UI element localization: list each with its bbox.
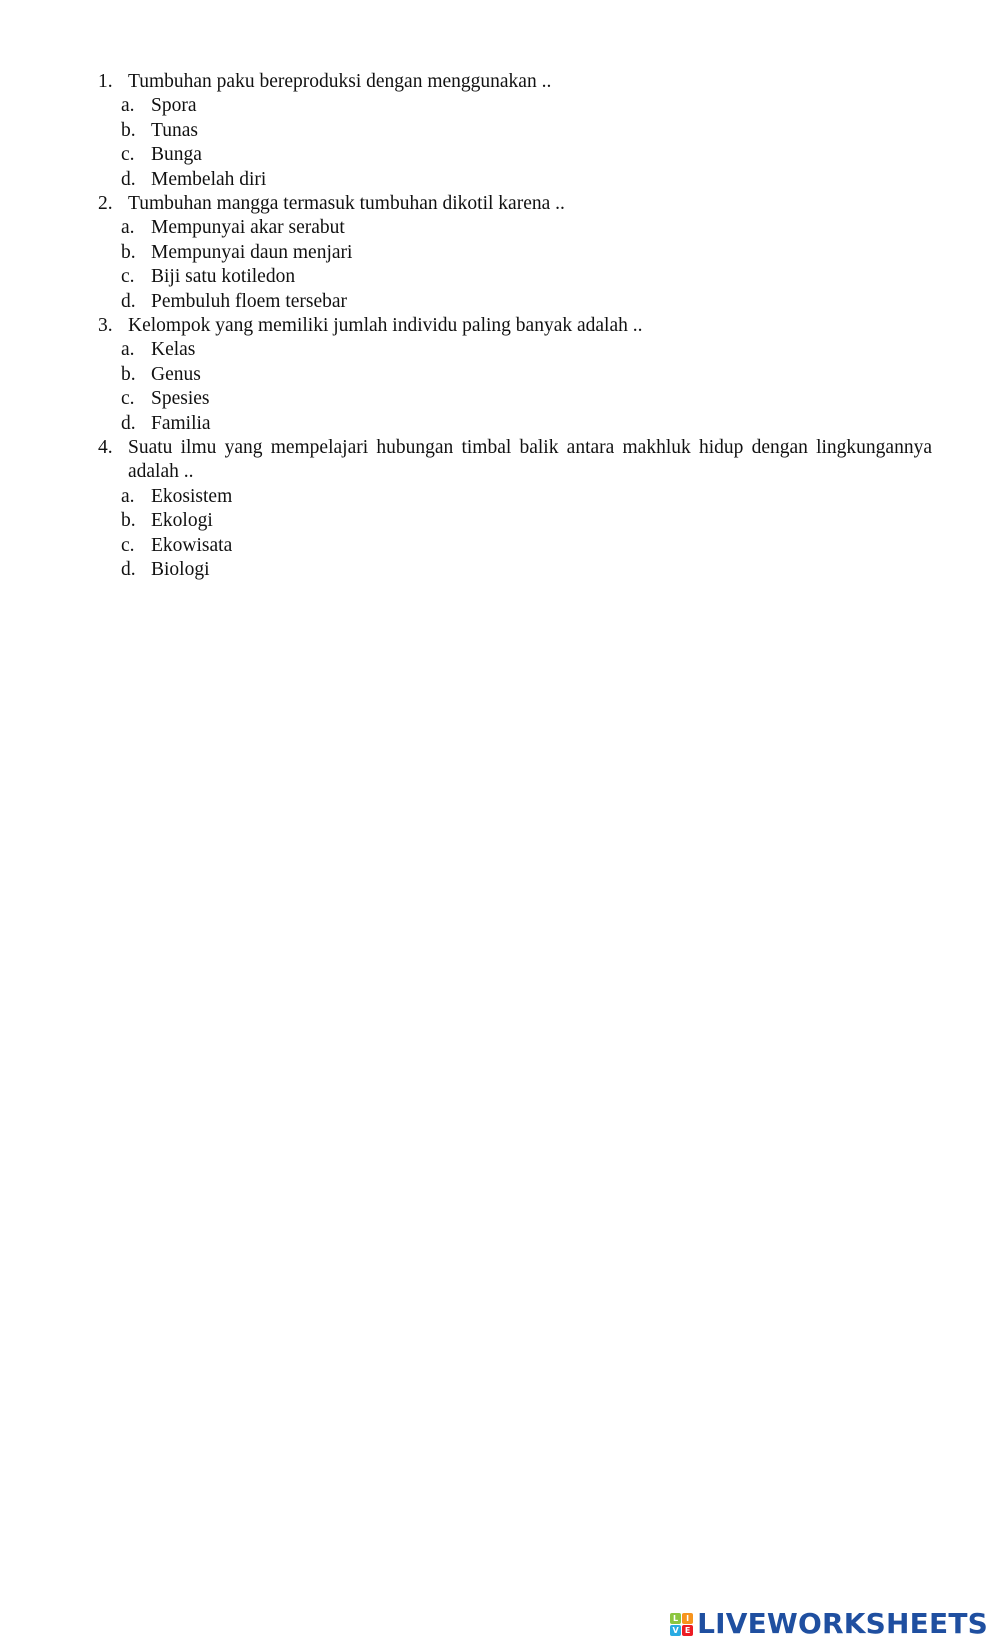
question-number: 3. xyxy=(98,314,113,336)
option-b[interactable] xyxy=(121,241,932,265)
option-d[interactable] xyxy=(121,168,932,192)
option-letter: c. xyxy=(121,144,135,166)
option-letter: b. xyxy=(121,241,136,263)
option-text: Tunas xyxy=(151,119,198,141)
question-3 xyxy=(98,314,932,436)
question-number: 2. xyxy=(98,192,113,214)
option-a[interactable] xyxy=(121,94,932,118)
option-letter: c. xyxy=(121,534,135,556)
option-letter: a. xyxy=(121,95,135,117)
option-letter: d. xyxy=(121,558,136,580)
logo-letter-e: E xyxy=(682,1625,693,1636)
option-text: Genus xyxy=(151,363,201,385)
option-c[interactable] xyxy=(121,265,932,289)
option-list xyxy=(98,94,932,192)
option-letter: d. xyxy=(121,168,136,190)
option-text: Biji satu kotiledon xyxy=(151,266,296,288)
option-text: Familia xyxy=(151,412,211,434)
option-c[interactable] xyxy=(121,534,932,558)
option-list xyxy=(98,216,932,314)
option-text: Mempunyai akar serabut xyxy=(151,217,345,239)
question-text: Tumbuhan paku bereproduksi dengan menggunakan .. xyxy=(128,71,552,92)
logo-letter-v: V xyxy=(670,1625,681,1636)
option-d[interactable] xyxy=(121,290,932,314)
option-text: Bunga xyxy=(151,144,202,166)
option-d[interactable] xyxy=(121,558,932,582)
option-text: Biologi xyxy=(151,558,210,580)
question-1 xyxy=(98,70,932,192)
option-letter: b. xyxy=(121,510,136,532)
option-text: Ekosistem xyxy=(151,485,233,507)
option-text: Kelas xyxy=(151,339,196,361)
option-letter: a. xyxy=(121,485,135,507)
option-list xyxy=(98,485,932,583)
option-letter: b. xyxy=(121,119,136,141)
option-text: Ekowisata xyxy=(151,534,233,556)
question-number: 1. xyxy=(98,71,113,92)
logo-letter-l: L xyxy=(670,1613,681,1624)
option-text: Mempunyai daun menjari xyxy=(151,241,353,263)
logo-letter-i: I xyxy=(682,1613,693,1624)
option-text: Spora xyxy=(151,95,197,117)
option-letter: c. xyxy=(121,266,135,288)
logo-text: LIVEWORKSHEETS xyxy=(697,1607,988,1640)
option-d[interactable] xyxy=(121,412,932,436)
option-letter: a. xyxy=(121,339,135,361)
question-list xyxy=(98,70,932,582)
question-text: Kelompok yang memiliki jumlah individu paling banyak adalah .. xyxy=(128,314,643,336)
question-text: Tumbuhan mangga termasuk tumbuhan dikotil karena .. xyxy=(128,192,565,214)
option-text: Spesies xyxy=(151,388,210,410)
option-letter: d. xyxy=(121,290,136,312)
question-2 xyxy=(98,192,932,314)
option-text: Ekologi xyxy=(151,510,213,532)
option-letter: c. xyxy=(121,388,135,410)
option-letter: a. xyxy=(121,217,135,239)
option-c[interactable] xyxy=(121,387,932,411)
option-b[interactable] xyxy=(121,363,932,387)
question-text: Suatu ilmu yang mempelajari hubungan timbal balik antara makhluk hidup dengan lingkungannya adalah .. xyxy=(128,436,932,483)
option-letter: b. xyxy=(121,363,136,385)
liveworksheets-logo xyxy=(670,1609,988,1639)
question-4 xyxy=(98,436,932,582)
option-text: Membelah diri xyxy=(151,168,267,190)
option-a[interactable] xyxy=(121,338,932,362)
option-b[interactable] xyxy=(121,509,932,533)
option-a[interactable] xyxy=(121,485,932,509)
option-text: Pembuluh floem tersebar xyxy=(151,290,348,312)
option-c[interactable] xyxy=(121,143,932,167)
option-list xyxy=(98,338,932,436)
question-number: 4. xyxy=(98,436,113,458)
option-letter: d. xyxy=(121,412,136,434)
option-b[interactable] xyxy=(121,119,932,143)
option-a[interactable] xyxy=(121,216,932,240)
logo-mark-icon xyxy=(670,1613,693,1636)
